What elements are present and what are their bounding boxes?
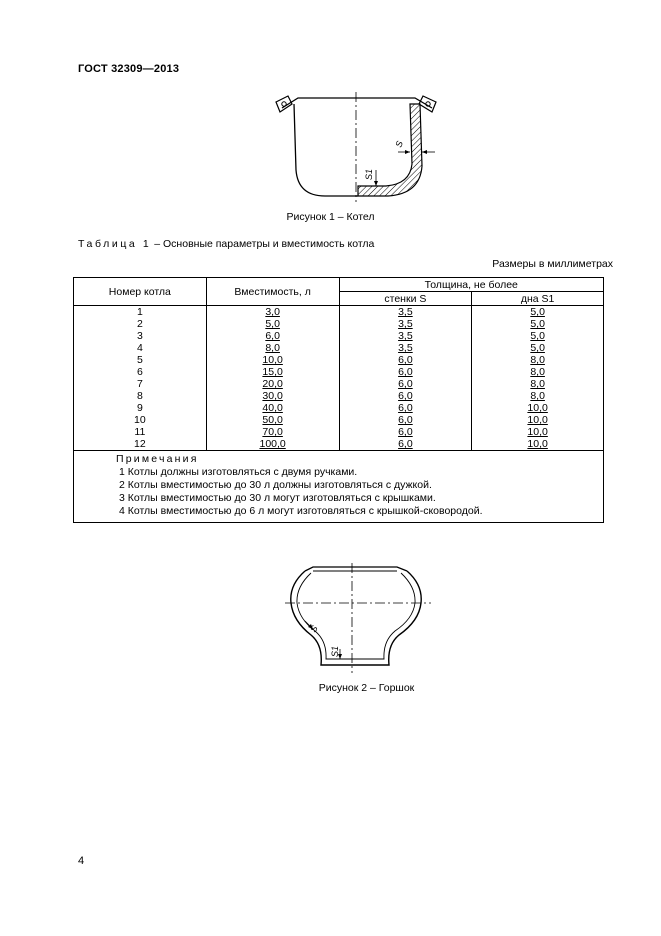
note-line: 4 Котлы вместимостью до 6 л могут изготовляться с крышкой-сковородой.: [119, 505, 483, 517]
row-number-cell: 11: [74, 426, 207, 438]
row-bottom-cell: 10,0: [472, 414, 604, 426]
parameters-table: [73, 277, 604, 523]
row-capacity-cell: 10,0: [206, 354, 339, 366]
row-bottom-cell: 8,0: [472, 366, 604, 378]
row-wall-cell: 6,0: [339, 366, 472, 378]
row-number-cell: 8: [74, 390, 207, 402]
row-number-cell: 7: [74, 378, 207, 390]
row-number-cell: 10: [74, 414, 207, 426]
row-capacity-cell: 20,0: [206, 378, 339, 390]
row-capacity-cell: 50,0: [206, 414, 339, 426]
page-number: 4: [78, 855, 85, 867]
row-capacity-cell: 30,0: [206, 390, 339, 402]
header-capacity: Вместимость, л: [206, 278, 339, 306]
dimensions-note: Размеры в миллиметрах: [492, 258, 613, 270]
row-wall-cell: 6,0: [339, 414, 472, 426]
row-capacity-cell: 70,0: [206, 426, 339, 438]
row-bottom-cell: 5,0: [472, 318, 604, 330]
table-title-text: Основные параметры и вместимость котла: [163, 238, 375, 250]
row-wall-cell: 3,5: [339, 342, 472, 354]
row-capacity-cell: 8,0: [206, 342, 339, 354]
row-number-cell: 6: [74, 366, 207, 378]
header-wall: стенки S: [339, 292, 472, 306]
row-number-cell: 1: [74, 306, 207, 319]
row-bottom-cell: 5,0: [472, 330, 604, 342]
row-bottom-cell: 8,0: [472, 378, 604, 390]
row-bottom-cell: 8,0: [472, 390, 604, 402]
note-line: 3 Котлы вместимостью до 30 л могут изготовляться с крышками.: [119, 492, 436, 504]
table-row: [74, 306, 604, 319]
row-wall-cell: 6,0: [339, 402, 472, 414]
row-number-cell: 12: [74, 438, 207, 451]
row-number-cell: 5: [74, 354, 207, 366]
row-bottom-cell: 10,0: [472, 402, 604, 414]
row-wall-cell: 3,5: [339, 318, 472, 330]
table-row: [74, 354, 604, 366]
svg-text:S: S: [308, 623, 320, 634]
row-number-cell: 9: [74, 402, 207, 414]
row-bottom-cell: 10,0: [472, 438, 604, 451]
table-notes: [74, 451, 604, 523]
table-row: [74, 318, 604, 330]
table-row: [74, 426, 604, 438]
svg-text:S: S: [393, 139, 405, 149]
figure-2-caption: Рисунок 2 – Горшок: [318, 682, 415, 694]
table-title: [78, 238, 374, 250]
note-line: 2 Котлы вместимостью до 30 л должны изготовляться с дужкой.: [119, 479, 432, 491]
figure-2-pot-drawing: [285, 563, 435, 675]
table-row: [74, 414, 604, 426]
row-bottom-cell: 5,0: [472, 342, 604, 354]
header-bottom: дна S1: [472, 292, 604, 306]
figure-1-caption: Рисунок 1 – Котел: [286, 211, 375, 223]
row-bottom-cell: 8,0: [472, 354, 604, 366]
table-row: [74, 390, 604, 402]
table-row: [74, 342, 604, 354]
table-title-prefix: Таблица 1: [78, 238, 152, 250]
row-wall-cell: 3,5: [339, 306, 472, 319]
row-capacity-cell: 6,0: [206, 330, 339, 342]
row-capacity-cell: 40,0: [206, 402, 339, 414]
notes-title: Примечания: [116, 453, 199, 465]
row-capacity-cell: 100,0: [206, 438, 339, 451]
header-number: Номер котла: [74, 278, 207, 306]
figure-1-kettle-drawing: [270, 90, 442, 208]
header-thickness: Толщина, не более: [339, 278, 603, 292]
document-header: ГОСТ 32309—2013: [78, 63, 180, 75]
row-number-cell: 3: [74, 330, 207, 342]
table-row: [74, 366, 604, 378]
table-body: [74, 306, 604, 451]
note-line: 1 Котлы должны изготовляться с двумя ручками.: [119, 466, 358, 478]
row-wall-cell: 6,0: [339, 426, 472, 438]
table-row: [74, 402, 604, 414]
row-capacity-cell: 3,0: [206, 306, 339, 319]
row-wall-cell: 6,0: [339, 354, 472, 366]
table-row: [74, 330, 604, 342]
table-row: [74, 438, 604, 451]
row-number-cell: 4: [74, 342, 207, 354]
row-bottom-cell: 5,0: [472, 306, 604, 319]
table-row: [74, 378, 604, 390]
row-capacity-cell: 5,0: [206, 318, 339, 330]
row-wall-cell: 3,5: [339, 330, 472, 342]
table-title-dash: –: [151, 238, 164, 250]
row-wall-cell: 6,0: [339, 438, 472, 451]
row-capacity-cell: 15,0: [206, 366, 339, 378]
svg-text:S1: S1: [330, 645, 340, 657]
svg-text:S1: S1: [364, 168, 374, 180]
row-wall-cell: 6,0: [339, 390, 472, 402]
row-wall-cell: 6,0: [339, 378, 472, 390]
row-number-cell: 2: [74, 318, 207, 330]
row-bottom-cell: 10,0: [472, 426, 604, 438]
